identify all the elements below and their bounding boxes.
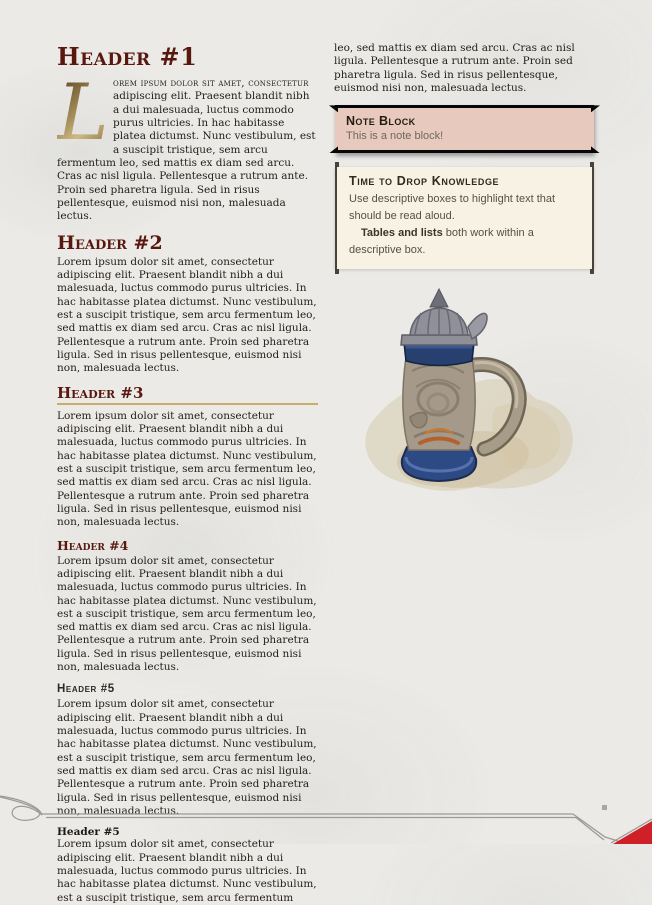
note-corner-icon <box>591 146 600 153</box>
paragraph-section-6-truncated: Lorem ipsum dolor sit amet, consectetur adipiscing elit. Praesent blandit nibh a dui malesuada, luctus commodo purus ultricies. In hac habitasse platea dictumst. Nunc vestibulum, est a suscipit tristique, sem arcu fermentum <box>57 838 317 904</box>
header-4: Header #4 <box>57 537 129 553</box>
paragraph-continuation: leo, sed mattis ex diam sed arcu. Cras ac nisl ligula. Pellentesque a rutrum ante. Proin sed pharetra ligula. Sed in risus pellentesque, euismod nisi non, malesuada lectus. <box>334 42 575 94</box>
paragraph-section-2: Lorem ipsum dolor sit amet, consectetur adipiscing elit. Praesent blandit nibh a dui malesuada, luctus commodo purus ultricies. In hac habitasse platea dictumst. Nunc vestibulum, est a suscipit tristique, sem arcu fermentum leo, sed mattis ex diam sed arcu. Cras ac nisl ligula. Pellentesque a rutrum ante. Proin sed pharetra ligula. Sed in risus pellentesque, euismod nisi non, malesuada lectus. <box>57 255 317 375</box>
descriptive-box-corner-dot-icon <box>335 269 339 274</box>
right-column <box>334 42 595 816</box>
descriptive-box-corner-dot-icon <box>590 269 594 274</box>
paragraph-section-3: Lorem ipsum dolor sit amet, consectetur adipiscing elit. Praesent blandit nibh a dui malesuada, luctus commodo purus ultricies. In hac habitasse platea dictumst. Nunc vestibulum, est a suscipit tristique, sem arcu fermentum leo, sed mattis ex diam sed arcu. Cras ac nisl ligula. Pellentesque a rutrum ante. Proin sed pharetra ligula. Sed in risus pellentesque, euismod nisi non, malesuada lectus. <box>57 409 317 529</box>
note-block <box>335 105 594 153</box>
paragraph-section-4: Lorem ipsum dolor sit amet, consectetur adipiscing elit. Praesent blandit nibh a dui malesuada, luctus commodo purus ultricies. In hac habitasse platea dictumst. Nunc vestibulum, est a suscipit tristique, sem arcu fermentum leo, sed mattis ex diam sed arcu. Cras ac nisl ligula. Pellentesque a rutrum ante. Proin sed pharetra ligula. Sed in risus pellentesque, euismod nisi non, malesuada lectus. <box>57 554 317 674</box>
lead-rest: adipiscing elit. Praesent blandit nibh a dui malesuada, luctus commodo purus ultricies. In hac habitasse platea dictumst. Nunc vestibulum, est a suscipit tristique, sem arcu fermentum leo, sed mattis ex diam sed arcu. Cras ac nisl ligula. Pellentesque a rutrum ante. Proin sed pharetra ligula. Sed in risus pellentesque, euismod nisi non, malesuada lectus. <box>57 90 316 223</box>
paragraph-section-5: Lorem ipsum dolor sit amet, consectetur adipiscing elit. Praesent blandit nibh a dui malesuada, luctus commodo purus ultricies. In hac habitasse platea dictumst. Nunc vestibulum, est a suscipit tristique, sem arcu fermentum leo, sed mattis ex diam sed arcu. Cras ac nisl ligula. Pellentesque a rutrum ante. Proin sed pharetra ligula. Sed in risus pellentesque, euismod nisi non, malesuada lectus. <box>57 698 317 818</box>
page-footer <box>0 792 652 844</box>
lead-small-caps: orem ipsum dolor sit amet, consectetur <box>113 77 309 89</box>
header-1: Header #1 <box>57 42 198 71</box>
descriptive-box-corner-dot-icon <box>335 162 339 167</box>
header-2: Header #2 <box>57 231 163 254</box>
descriptive-box-corner-dot-icon <box>590 162 594 167</box>
descriptive-box-line2-rest: both work within a descriptive box. <box>349 227 534 257</box>
note-block-title: Note Block <box>346 114 416 129</box>
left-column <box>57 42 318 904</box>
descriptive-box-line2-bold: Tables and lists <box>361 227 443 240</box>
descriptive-box-line2 <box>349 225 580 259</box>
footer-flourish-icon <box>0 792 652 844</box>
header-5: Header #5 <box>57 683 115 696</box>
header-6: Header #5 <box>57 826 120 839</box>
beer-stein-svg <box>346 287 584 495</box>
descriptive-box <box>335 167 594 268</box>
two-column-layout <box>57 42 595 904</box>
note-corner-icon <box>329 146 338 153</box>
header-3: Header #3 <box>57 384 318 405</box>
note-block-text: This is a note block! <box>346 130 444 143</box>
descriptive-box-title: Time to Drop Knowledge <box>349 174 500 189</box>
note-corner-icon <box>591 105 600 112</box>
note-corner-icon <box>329 105 338 112</box>
descriptive-box-line1: Use descriptive boxes to highlight text that should be read aloud. <box>349 193 556 223</box>
beer-stein-illustration <box>334 287 595 499</box>
drop-cap: L <box>57 68 109 158</box>
intro-paragraph <box>57 68 318 224</box>
